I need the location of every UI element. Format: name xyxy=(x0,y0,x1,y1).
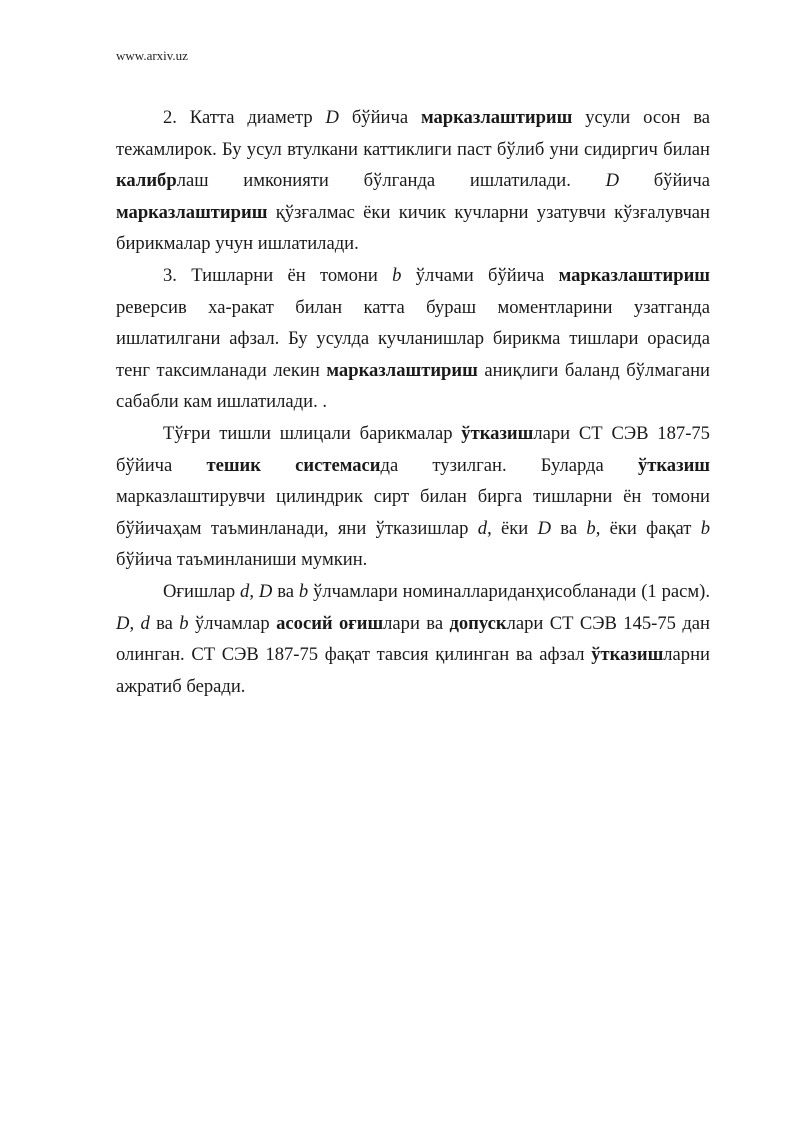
italic-symbol: D xyxy=(325,107,339,128)
text-run: , ёки xyxy=(487,517,538,539)
bold-term: калибр xyxy=(116,170,177,192)
text-run: бўйича таъминланиши мумкин. xyxy=(116,549,368,571)
text-run: лари ва xyxy=(383,612,450,634)
site-header[interactable]: www.arxiv.uz xyxy=(116,48,188,63)
italic-symbol: D xyxy=(116,612,130,634)
bold-term: тешик системаси xyxy=(206,454,381,476)
italic-symbol: D xyxy=(605,170,620,192)
text-run: , ёки фақат xyxy=(595,517,701,539)
italic-symbol: b xyxy=(700,517,710,539)
text-run: Оғишлар xyxy=(163,580,241,602)
text-run: аниқлиги баланд бўлмагани сабабли кам ишлатилади. . xyxy=(116,359,710,413)
text-run: , xyxy=(129,612,141,634)
paragraph-deviations xyxy=(116,576,710,702)
paragraph-centering-tooth-sides xyxy=(116,260,710,418)
paragraph-fits-system xyxy=(116,418,710,576)
text-run: лаш имконияти бўлганда ишлатилади. xyxy=(176,170,606,192)
text-run: қўзғалмас ёки кичик кучларни узатувчи кўзғалувчан бирикмалар учун ишлатилади. xyxy=(116,201,710,255)
bold-term: ўтказиш xyxy=(461,422,534,444)
text-run: лари СТ СЭВ 145-75 дан олинган. СТ СЭВ 187-75 фақат тавсия қилинган ва афзал xyxy=(116,612,710,666)
bold-term: допуск xyxy=(449,612,507,634)
italic-symbol: b xyxy=(179,612,189,634)
text-run: ва xyxy=(149,612,180,634)
text-run: лари СТ СЭВ 187-75 бўйича xyxy=(116,422,710,476)
text-run: реверсив ха-ракат билан катта бураш моментларини узатганда ишлатилгани афзал. Бу усулда кучланишлар бирикма тишлари орасида тенг таксимланади лекин xyxy=(116,296,710,381)
text-run: бўйича xyxy=(619,170,710,192)
document-body xyxy=(116,102,710,702)
italic-symbol: d xyxy=(140,612,150,634)
text-run: 2. Катта диаметр xyxy=(163,107,326,128)
text-run: бўйича xyxy=(338,107,421,128)
italic-symbol: b xyxy=(298,580,309,602)
text-run: , xyxy=(249,580,259,602)
italic-symbol: b xyxy=(392,264,402,286)
bold-term: ўтказиш xyxy=(591,644,664,666)
text-run: Тўғри тишли шлицали барикмалар xyxy=(163,422,462,444)
text-run: усули осон ва тежамлирок. Бу усул втулкани каттиклиги паст бўлиб уни сидиргич билан xyxy=(116,107,710,160)
bold-term: асосий оғиш xyxy=(276,612,384,634)
italic-symbol: D xyxy=(537,517,551,539)
italic-symbol: b xyxy=(586,517,596,539)
text-run: 3. Тишларни ён томони xyxy=(163,264,393,286)
text-run: ларни ажратиб беради. xyxy=(116,644,710,697)
text-run: ўлчами бўйича xyxy=(401,264,559,286)
bold-term: ўтказиш xyxy=(637,454,710,476)
text-run: марказлаштирувчи цилиндрик сирт билан бирга тишларни ён томони бўйичаҳам таъминланади, яни ўтказишлар xyxy=(116,486,710,539)
bold-term: марказлаштириш xyxy=(326,359,478,381)
italic-symbol: d xyxy=(240,580,250,602)
italic-symbol: d xyxy=(477,517,488,539)
bold-term: марказлаштириш xyxy=(116,201,268,223)
text-run: ўлчамлари номиналлариданҳисобланади (1 расм). xyxy=(308,580,710,602)
bold-term: марказлаштириш xyxy=(420,107,573,128)
text-run: ва xyxy=(551,517,587,539)
text-run: да тузилган. Буларда xyxy=(380,454,638,476)
paragraph-centering-outer-diameter xyxy=(116,102,710,260)
bold-term: марказлаштириш xyxy=(558,264,710,286)
italic-symbol: D xyxy=(258,580,273,602)
text-run: ва xyxy=(272,580,299,602)
text-run: ўлчамлар xyxy=(188,612,277,634)
